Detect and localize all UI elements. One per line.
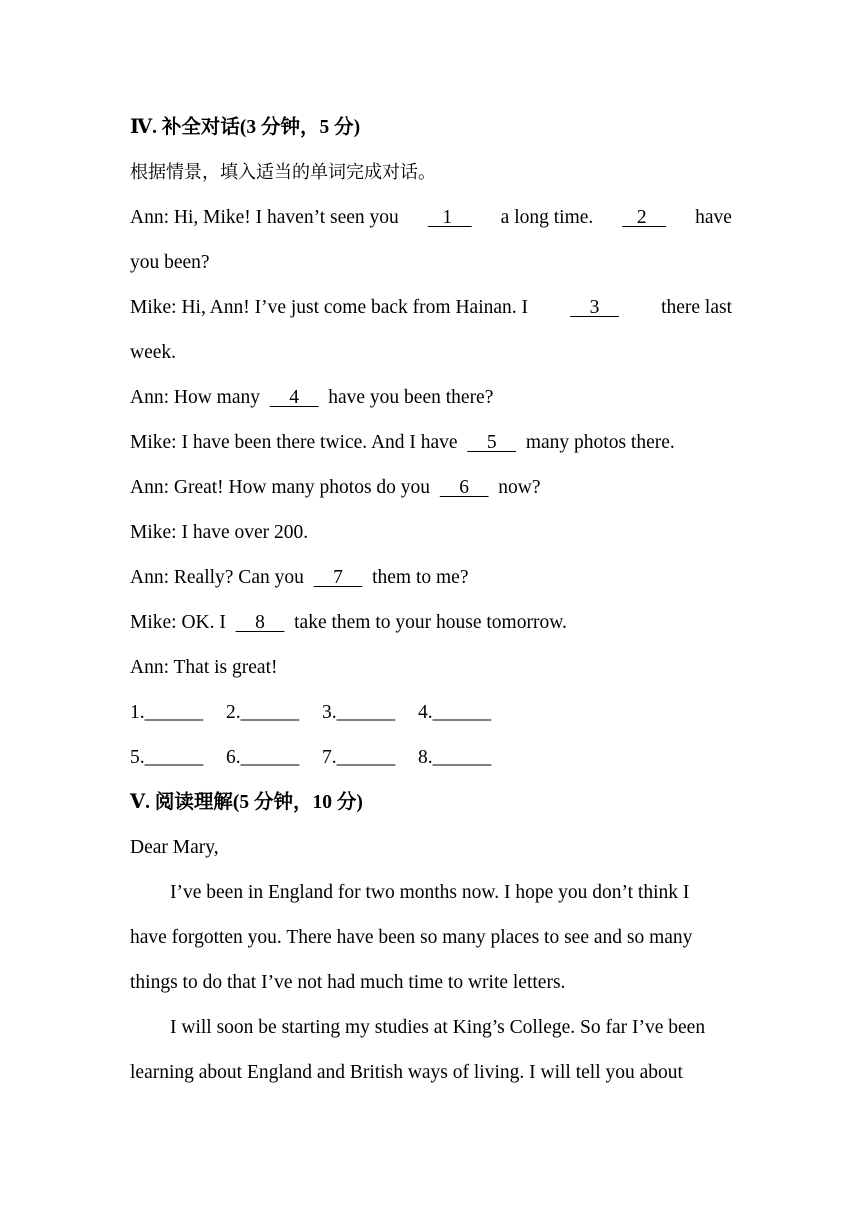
dialogue-text: Ann: Great! How many photos do you [130,477,431,498]
section-4-heading: Ⅳ. 补全对话(3 分钟，5 分) [130,117,361,138]
letter-p1-line-3: things to do that I’ve not had much time to write letters. [130,972,566,993]
dialogue-text: now? [498,477,541,498]
blank-7: 7 [313,567,363,588]
dialogue-text: many photos there. [525,432,675,453]
dialogue-line-7 [130,465,732,510]
answer-slot-4: 4.______ [418,702,492,723]
blank-6: 6 [439,477,489,498]
blank-4: 4 [269,387,319,408]
answer-slot-6: 6.______ [226,747,300,768]
answer-slot-2: 2.______ [226,702,300,723]
answer-row-2 [130,735,732,780]
dialogue-text: have you been there? [328,387,494,408]
dialogue-text: there last [661,297,732,318]
dialogue-line-10 [130,600,732,645]
dialogue-line-6 [130,420,732,465]
dialogue-text: them to me? [372,567,469,588]
letter-text: I’ve been in England for two months now. I hope you don’t think I [170,882,690,903]
dialogue-line-2: you been? [130,252,210,273]
dialogue-text: Mike: OK. I [130,612,226,633]
dialogue-line-9 [130,555,732,600]
dialogue-line-5 [130,375,732,420]
dialogue-text: have [695,207,732,228]
answer-slot-7: 7.______ [322,747,396,768]
answer-slot-5: 5.______ [130,747,204,768]
blank-2: 2 [622,207,667,228]
dialogue-text: Mike: I have been there twice. And I have [130,432,458,453]
dialogue-line-8: Mike: I have over 200. [130,522,309,543]
dialogue-text: Mike: Hi, Ann! I’ve just come back from Hainan. I [130,297,529,318]
letter-p1-line-1 [130,870,732,915]
letter-p2-line-1: I will soon be starting my studies at King’s College. So far I’ve been [170,1017,706,1038]
blank-8: 8 [235,612,285,633]
dialogue-text: Ann: Hi, Mike! I haven’t seen you [130,207,399,228]
section-4-instruction: 根据情景，填入适当的单词完成对话。 [130,162,436,183]
letter-salutation: Dear Mary, [130,837,219,858]
worksheet-page [130,105,732,1095]
dialogue-line-11: Ann: That is great! [130,657,278,678]
dialogue-text: Ann: How many [130,387,260,408]
dialogue-text: take them to your house tomorrow. [294,612,567,633]
dialogue-line-4: week. [130,342,177,363]
answer-row-1 [130,690,732,735]
letter-p1-line-2: have forgotten you. There have been so many places to see and so many [130,927,693,948]
dialogue-text: a long time. [500,207,594,228]
answer-slot-8: 8.______ [418,747,492,768]
answer-slot-1: 1.______ [130,702,204,723]
letter-p2-line-2: learning about England and British ways of living. I will tell you about [130,1062,683,1083]
dialogue-text: Ann: Really? Can you [130,567,304,588]
blank-3: 3 [570,297,619,318]
section-5-heading: Ⅴ. 阅读理解(5 分钟，10 分) [130,792,363,813]
blank-1: 1 [427,207,472,228]
dialogue-line-3 [130,285,732,330]
blank-5: 5 [467,432,517,453]
dialogue-line-1 [130,195,732,240]
answer-slot-3: 3.______ [322,702,396,723]
